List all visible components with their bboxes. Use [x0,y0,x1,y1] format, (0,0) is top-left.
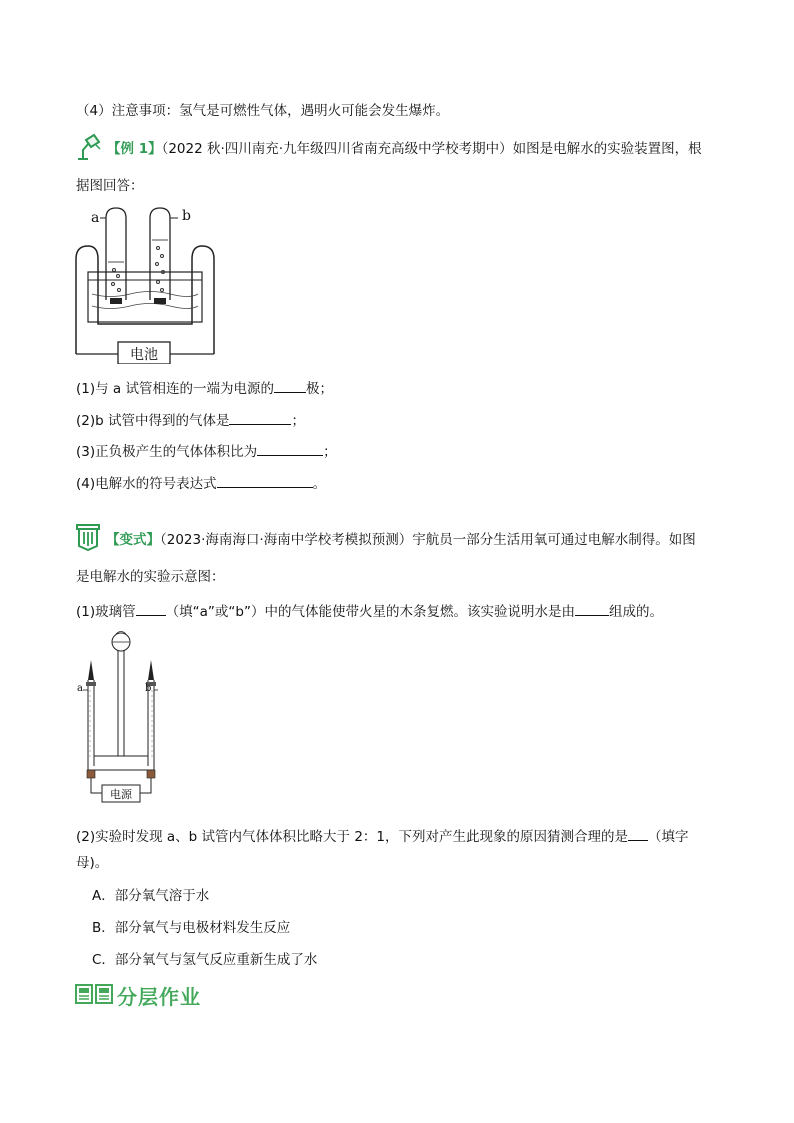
variant-text-2: 是电解水的实验示意图： [76,569,225,585]
note-4: （4）注意事项：氢气是可燃性气体，遇明火可能会发生爆炸。 [76,103,450,119]
example1-q4: (4)电解水的符号表达式 。 [76,473,326,494]
electrolysis-apparatus-figure [70,204,220,364]
answer-blank[interactable] [136,601,166,616]
example1-source: （2022 秋·四川南充·九年级四川省南充高级中学校考期中） [161,141,513,157]
tube-a-label: a [91,210,100,226]
variant-header [106,530,696,550]
tube-a-label: a [77,683,83,694]
notebook-icon [75,983,113,1005]
pen-holder-icon [75,522,101,552]
section-heading: 分层作业 [117,985,201,1009]
answer-blank[interactable] [217,473,313,488]
example1-text: 如图是电解水的实验装置图，根 [512,141,702,157]
variant-tag: 【变式】 [106,532,160,548]
lamp-icon [74,132,104,162]
answer-blank[interactable] [628,826,648,841]
example1-q1: (1)与 a 试管相连的一端为电源的 极； [76,378,333,399]
answer-blank[interactable] [274,378,306,393]
option-b: B．部分氧气与电极材料发生反应 [92,920,291,936]
tube-b-label: b [145,683,152,694]
example1-tag: 【例 1】 [107,141,162,157]
variant-q2-line1: (2)实验时发现 a、b 试管内气体体积比略大于 2：1，下列对产生此现象的原因猜测合理的是 （填字 [76,826,689,847]
example1-header [107,139,702,159]
example1-q3: (3)正负极产生的气体体积比为 ； [76,441,337,462]
example1-text-2: 据图回答： [76,178,144,194]
power-source-label: 电源 [110,788,132,801]
option-c: C．部分氧气与氢气反应重新生成了水 [92,952,318,968]
tube-b-label: b [182,208,191,224]
example1-q2: (2)b 试管中得到的气体是 ； [76,410,305,431]
variant-source: （2023·海南海口·海南中学校考模拟预测） [160,532,413,548]
battery-label: 电池 [130,347,158,363]
answer-blank[interactable] [257,441,323,456]
answer-blank[interactable] [575,601,609,616]
variant-q2-line2: 母)。 [76,855,109,871]
answer-blank[interactable] [229,410,291,425]
hofmann-voltameter-figure [76,628,166,806]
option-a: A．部分氧气溶于水 [92,888,210,904]
variant-text: 宇航员一部分生活用氧可通过电解水制得。如图 [412,532,696,548]
variant-q1: (1)玻璃管 （填“a”或“b”）中的气体能使带火星的木条复燃。该实验说明水是由 组成的。 [76,601,663,622]
